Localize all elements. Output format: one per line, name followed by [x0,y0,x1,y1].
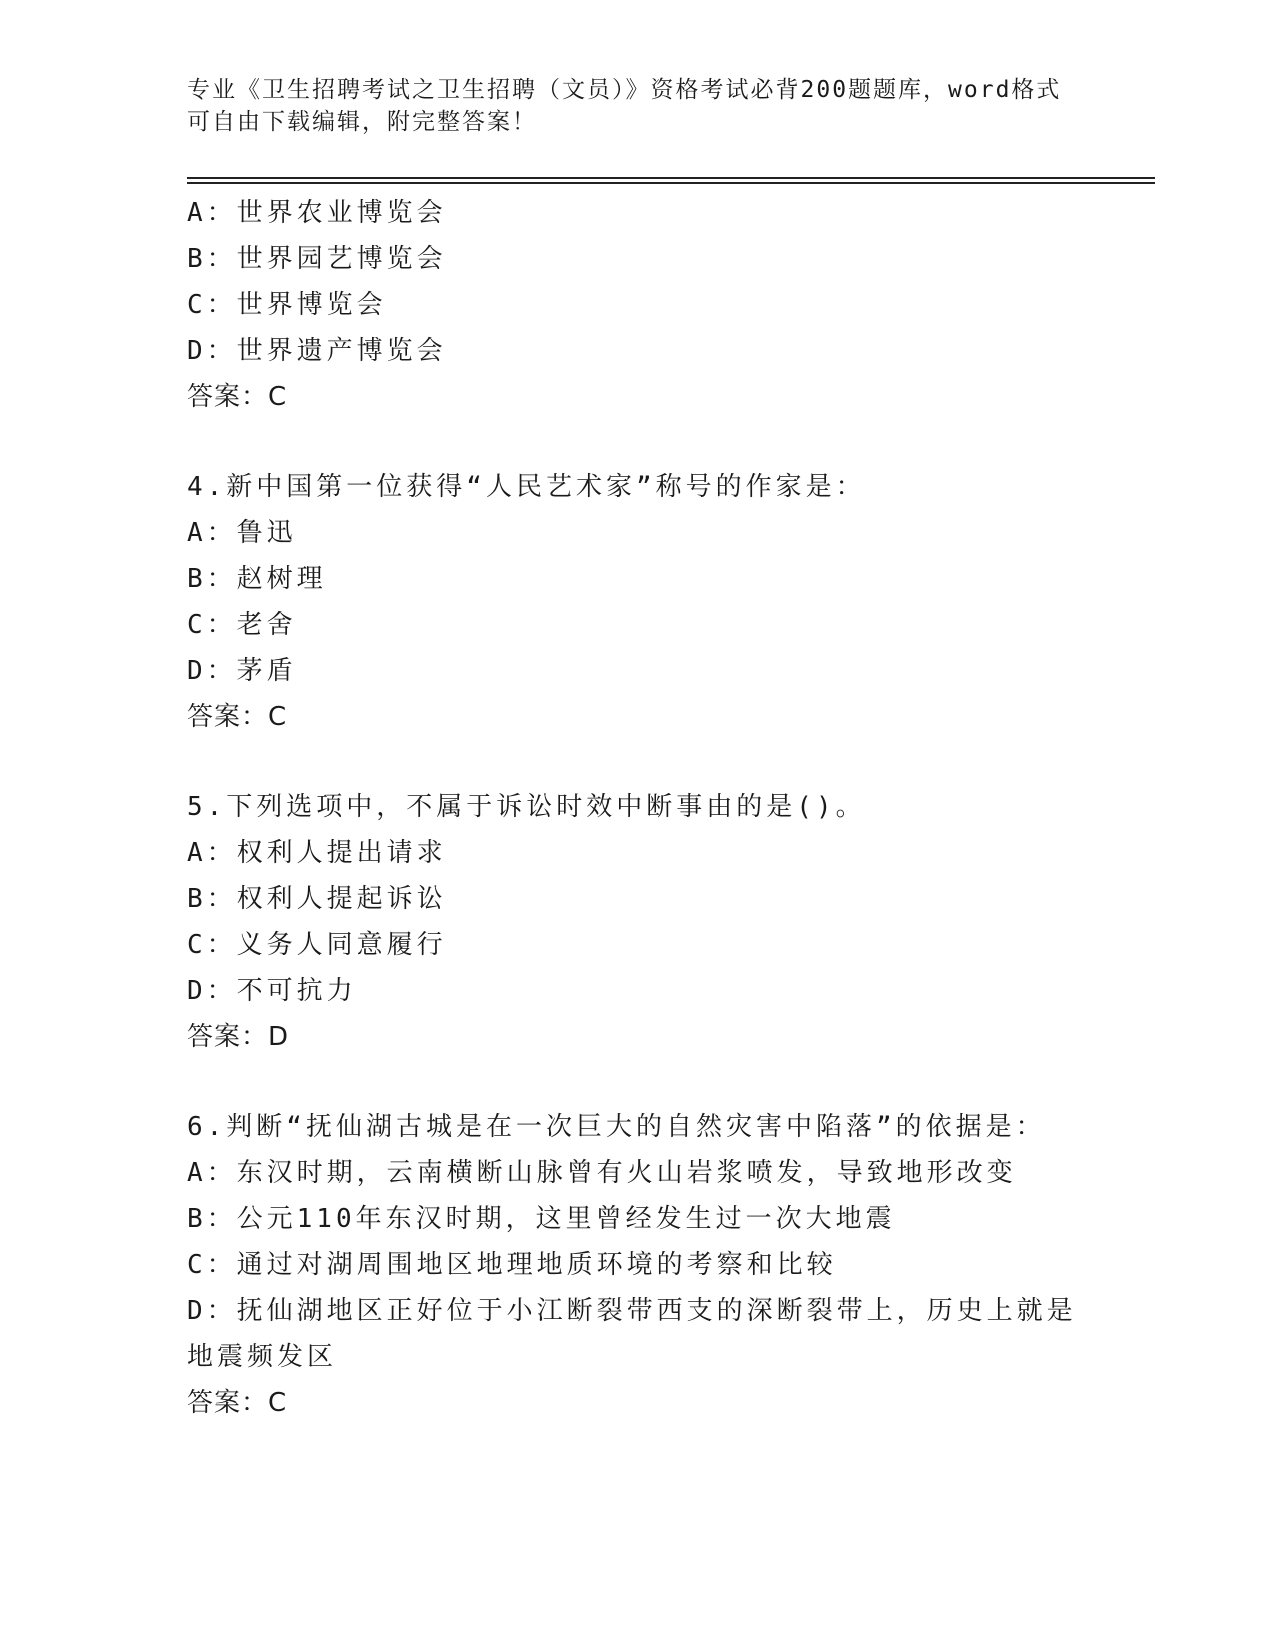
document-header: 专业《卫生招聘考试之卫生招聘（文员）》资格考试必背200题题库，word格式可自由下载编辑，附完整答案！ [187,77,1062,135]
question-list [187,190,1087,1426]
option-b: B：权利人提起诉讼 [187,884,447,914]
option-d: D：抚仙湖地区正好位于小江断裂带西支的深断裂带上，历史上就是地震频发区 [187,1296,1077,1372]
option-b: B：赵树理 [187,564,327,594]
option-a: A：东汉时期，云南横断山脉曾有火山岩浆喷发，导致地形改变 [187,1158,1017,1188]
question-text: 5.下列选项中，不属于诉讼时效中断事由的是()。 [187,792,866,822]
option-c: C：通过对湖周围地区地理地质环境的考察和比较 [187,1250,837,1280]
option-b: B：公元110年东汉时期，这里曾经发生过一次大地震 [187,1204,896,1234]
option-c: C：世界博览会 [187,290,387,320]
spacer [187,1060,1087,1104]
option-a: A：权利人提出请求 [187,838,447,868]
option-d: D：不可抗力 [187,976,357,1006]
spacer [187,420,1087,464]
question-block-4 [187,464,1087,740]
answer-line: 答案：C [187,1388,288,1418]
header-divider-bottom [187,182,1155,184]
option-d: D：茅盾 [187,656,297,686]
question-text: 6.判断“抚仙湖古城是在一次巨大的自然灾害中陷落”的依据是： [187,1112,1046,1142]
question-block-6 [187,1104,1087,1426]
answer-line: 答案：C [187,382,288,412]
question-text: 4.新中国第一位获得“人民艺术家”称号的作家是： [187,472,866,502]
question-block-5 [187,784,1087,1060]
question-block-3 [187,190,1087,420]
answer-line: 答案：C [187,702,288,732]
option-c: C：老舍 [187,610,297,640]
option-c: C：义务人同意履行 [187,930,447,960]
header-divider-top [187,177,1155,179]
option-a: A：世界农业博览会 [187,198,447,228]
option-a: A：鲁迅 [187,518,297,548]
option-d: D：世界遗产博览会 [187,336,447,366]
answer-line: 答案：D [187,1022,290,1052]
spacer [187,740,1087,784]
option-b: B：世界园艺博览会 [187,244,447,274]
